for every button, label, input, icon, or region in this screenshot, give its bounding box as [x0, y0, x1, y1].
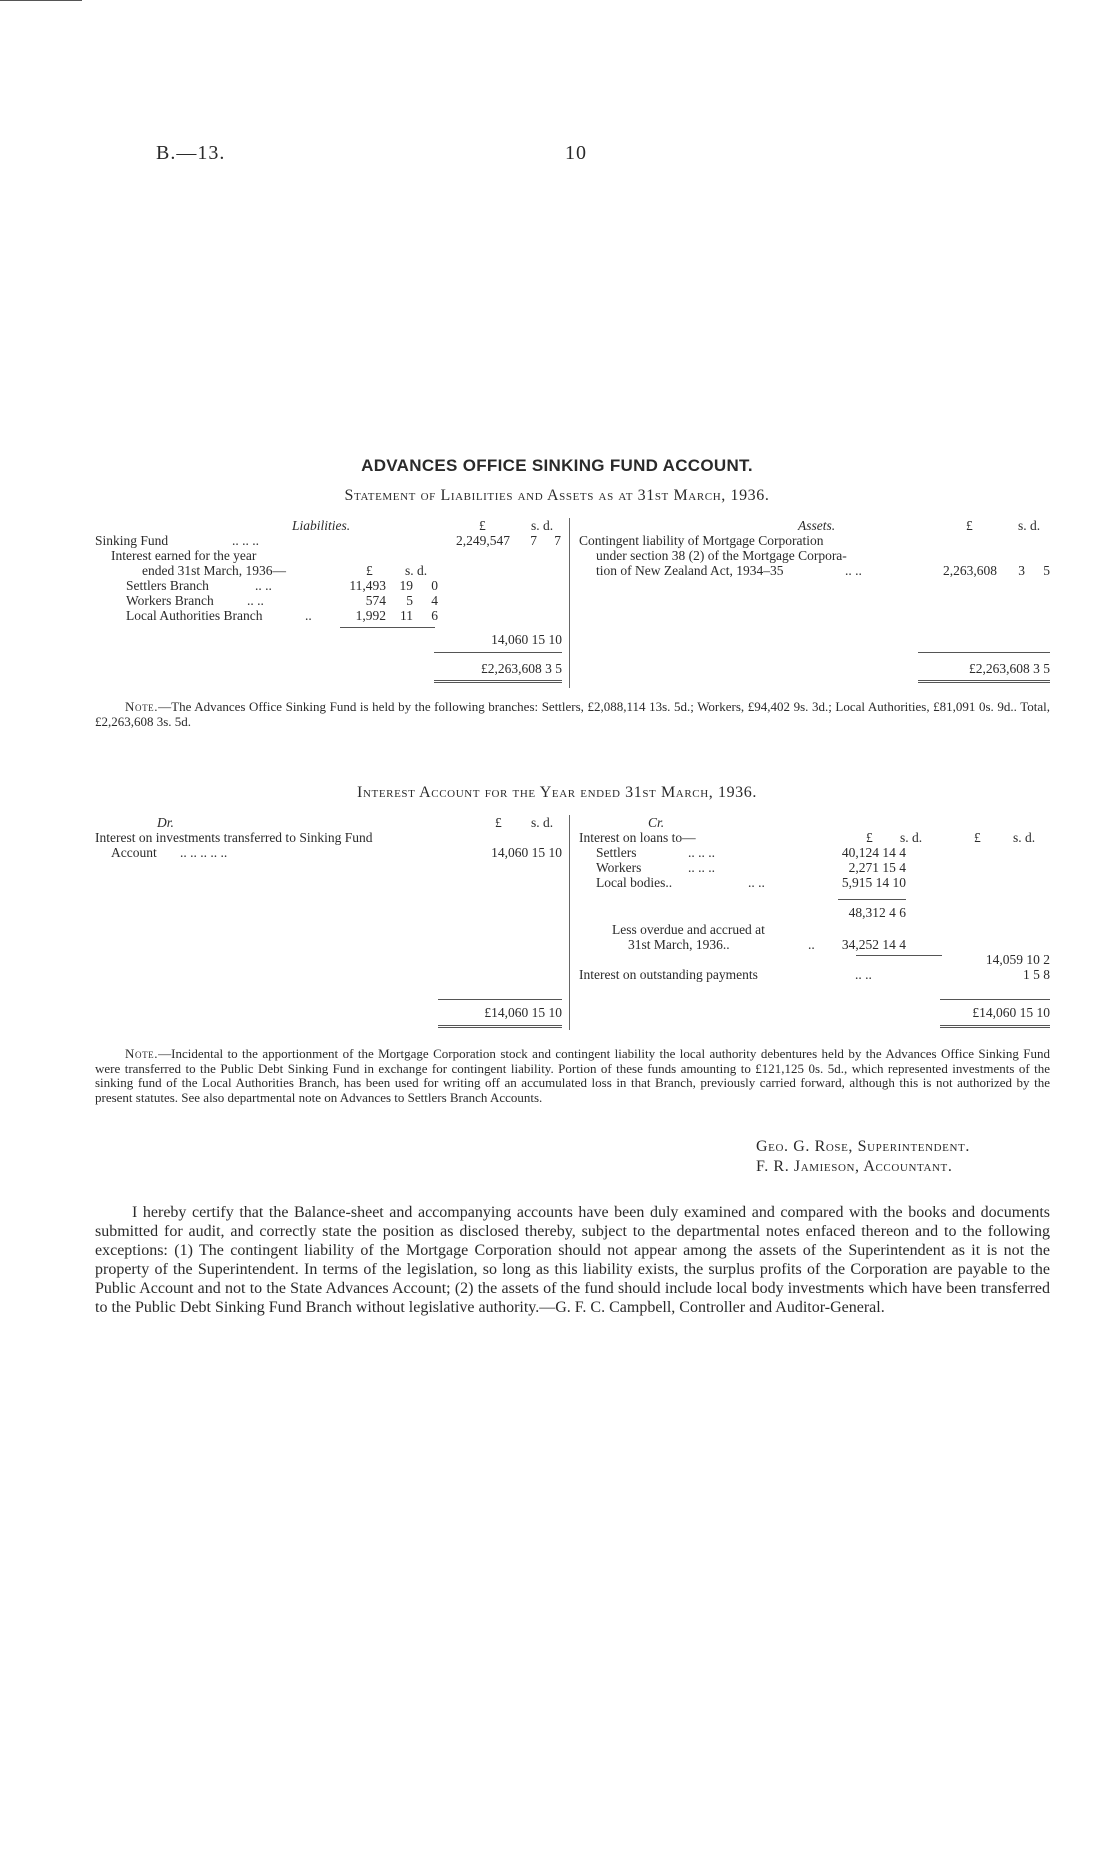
cr-outstanding-label: Interest on outstanding payments [579, 967, 758, 982]
cr-less-amount: 34,252 14 4 [841, 937, 906, 952]
branch-row-workers-s: 5 [406, 593, 413, 608]
dr-total-rule [438, 999, 562, 1000]
branch-row-workers-pounds: 574 [365, 593, 386, 608]
liabilities-grand-total: £2,263,608 3 5 [481, 661, 562, 676]
branch-row-settlers-s: 19 [399, 578, 413, 593]
signature-superintendent: Geo. G. Rose, Superintendent. [756, 1138, 970, 1155]
statement-note-prefix: Note. [125, 699, 159, 714]
interest-note-text: —Incidental to the apportionment of the Mortgage Corporation stock and contingent liability the local authority debentures held by the Advances Office Sinking Fund were transferred to the Public Debt Sinking Fund in exchange for contingent liability. Portion of these funds amounting to £121,125 0s. 5d., which represented investments of the sinking fund of the Local Authorities Branch, has been used for writing off an accumulated loss in that Branch, previously carried forward, although this is not authorized by the present statutes. See also departmental note on Advances to Settlers Branch Accounts. [95, 1046, 1050, 1105]
dr-amount: 14,060 15 10 [491, 845, 562, 860]
interest-account-note [95, 1047, 1050, 1105]
cr-item-settlers-dots: .. .. .. [688, 845, 715, 860]
cr-outstanding-dots: .. .. [855, 967, 872, 982]
branch-row-workers-dots: .. .. [247, 593, 264, 608]
cr-item-settlers-label: Settlers [596, 845, 637, 860]
branch-row-local-d: 6 [431, 608, 438, 623]
assets-double-rule [918, 680, 1050, 683]
dr-line-2: Account [111, 845, 157, 860]
cr-sub-col-sd: s. d. [900, 830, 923, 845]
cr-item-workers-label: Workers [596, 860, 642, 875]
branch-row-workers-label: Workers Branch [126, 593, 214, 608]
document-title: ADVANCES OFFICE SINKING FUND ACCOUNT. [361, 456, 753, 475]
assets-grand-total: £2,263,608 3 5 [969, 661, 1050, 676]
statement-column-divider [569, 518, 570, 688]
assets-col-sd: s. d. [1018, 518, 1041, 533]
sinking-fund-label: Sinking Fund [95, 533, 169, 548]
liabilities-double-rule [434, 680, 562, 683]
branch-row-local-dots: .. [305, 608, 312, 623]
sinking-fund-d: 7 [554, 533, 561, 548]
audit-certificate: I hereby certify that the Balance-sheet and accompanying accounts have been duly examined and compared with the books and documents submitted for audit, and correctly state the position as disclosed thereby, subject to the departmental notes enfaced thereon and to the following exceptions: (1) The contingent liability of the Mortgage Corporation should not appear among the assets of the Superintendent as it is not the property of the Superintendent. In terms of the legislation, so long as this liability exists, the surplus profits of the Corporation are payable to the Public Account and not to the State Advances Account; (2) the assets of the fund should include local body investments which have been transferred to the Public Debt Sinking Fund Branch without legislative authority.—G. F. C. Campbell, Controller and Auditor-General. [95, 1204, 1050, 1316]
cr-col-sd: s. d. [1013, 830, 1036, 845]
branch-row-settlers-pounds: 11,493 [349, 578, 386, 593]
cr-total-rule [940, 999, 1050, 1000]
page-number: 10 [565, 142, 587, 164]
assets-line-2: under section 38 (2) of the Mortgage Corpora- [596, 548, 847, 563]
dr-double-rule [438, 1025, 562, 1028]
cr-less-dots: .. [808, 937, 815, 952]
statement-note-text: —The Advances Office Sinking Fund is held by the following branches: Settlers, £2,088,114 13s. 5d.; Workers, £94,402 9s. 3d.; Local Authorities, £81,091 0s. 9d.. Total, £2,263,608 3s. 5d. [95, 699, 1050, 729]
branch-row-workers-d: 4 [431, 593, 438, 608]
liabilities-total-rule [434, 652, 562, 653]
dr-col-pound: £ [495, 815, 502, 830]
liabilities-heading: Liabilities. [292, 518, 351, 533]
dr-total: £14,060 15 10 [484, 1005, 562, 1020]
cr-col-pound: £ [974, 830, 981, 845]
sinking-fund-amount: 2,249,547 [456, 533, 510, 548]
interest-earned-total: 14,060 15 10 [491, 632, 562, 647]
branch-row-local-pounds: 1,992 [355, 608, 386, 623]
dr-col-sd: s. d. [531, 815, 554, 830]
cr-sub-col-pound: £ [866, 830, 873, 845]
branch-row-local-s: 11 [400, 608, 413, 623]
assets-line-1: Contingent liability of Mortgage Corporation [579, 533, 824, 548]
branch-col-sd: s. d. [405, 563, 428, 578]
assets-dots: .. .. [845, 563, 862, 578]
dr-heading: Dr. [157, 815, 174, 830]
interest-account-heading: Interest Account for the Year ended 31st March, 1936. [357, 784, 757, 801]
assets-line-3: tion of New Zealand Act, 1934–35 [596, 563, 784, 578]
statement-note [95, 700, 1050, 729]
branch-row-settlers-dots: .. .. [255, 578, 272, 593]
branch-row-settlers-label: Settlers Branch [126, 578, 209, 593]
interest-earned-label-1: Interest earned for the year [111, 548, 257, 563]
cr-item-workers-amount: 2,271 15 4 [848, 860, 906, 875]
signature-accountant: F. R. Jamieson, Accountant. [756, 1158, 953, 1175]
cr-intro: Interest on loans to— [579, 830, 696, 845]
assets-heading: Assets. [798, 518, 836, 533]
cr-item-local-label: Local bodies.. [596, 875, 673, 890]
branch-row-settlers-d: 0 [431, 578, 438, 593]
cr-item-settlers-amount: 40,124 14 4 [841, 845, 906, 860]
cr-subtotal: 48,312 4 6 [848, 905, 906, 920]
assets-amount: 2,263,608 [943, 563, 997, 578]
interest-note-prefix: Note. [125, 1046, 159, 1061]
cr-total: £14,060 15 10 [972, 1005, 1050, 1020]
interest-column-divider [569, 815, 570, 1030]
branch-subtotal-rule [340, 627, 435, 628]
dr-line-1: Interest on investments transferred to Sinking Fund [95, 830, 373, 845]
cr-double-rule [940, 1025, 1050, 1028]
cr-item-local-amount: 5,915 14 10 [841, 875, 906, 890]
cr-item-workers-dots: .. .. .. [688, 860, 715, 875]
liabilities-col-pound: £ [479, 518, 486, 533]
dr-dots: .. .. .. .. .. [180, 845, 228, 860]
assets-d: 5 [1043, 563, 1050, 578]
page-series: B.—13. [156, 142, 226, 164]
branch-col-pound: £ [366, 563, 373, 578]
sinking-fund-s: 7 [530, 533, 537, 548]
assets-s: 3 [1018, 563, 1025, 578]
cr-outstanding-amount: 1 5 8 [1023, 967, 1050, 982]
interest-earned-label-2: ended 31st March, 1936— [142, 563, 286, 578]
liabilities-col-sd: s. d. [531, 518, 554, 533]
assets-total-rule [918, 652, 1050, 653]
cr-heading: Cr. [648, 815, 665, 830]
cr-item-local-dots: .. .. [748, 875, 765, 890]
cr-net-amount: 14,059 10 2 [985, 952, 1050, 967]
branch-row-local-label: Local Authorities Branch [126, 608, 263, 623]
sinking-fund-dots: .. .. .. [232, 533, 259, 548]
top-rule [0, 0, 82, 1]
cr-subtotal-rule [838, 899, 906, 900]
cr-less-line-2: 31st March, 1936.. [628, 937, 730, 952]
assets-col-pound: £ [966, 518, 973, 533]
statement-heading: Statement of Liabilities and Assets as at 31st March, 1936. [344, 487, 770, 504]
cr-less-rule [856, 955, 942, 956]
cr-less-line-1: Less overdue and accrued at [612, 922, 765, 937]
